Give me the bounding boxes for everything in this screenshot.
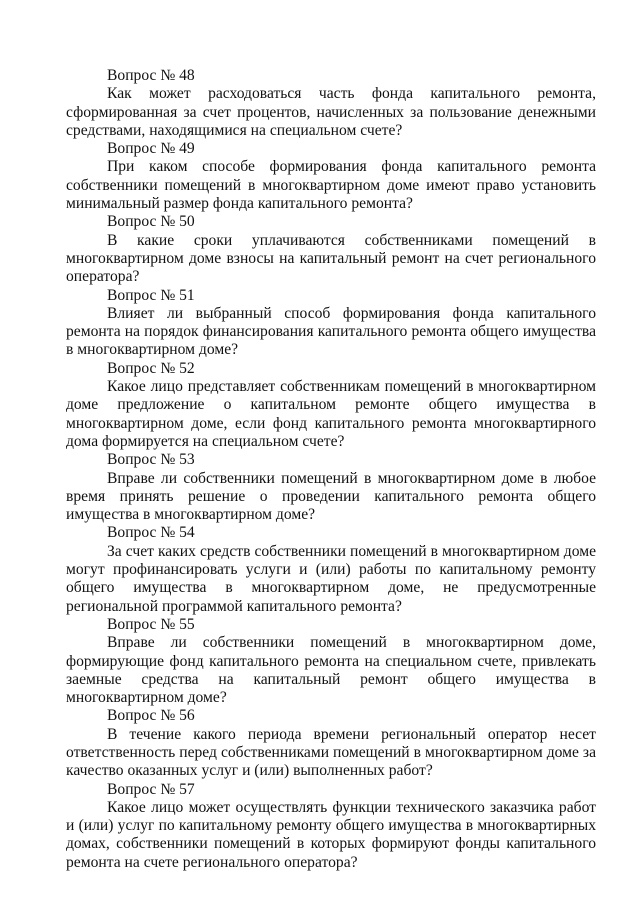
question-text: Как может расходоваться часть фонда капитального ремонта, сформированная за счет процентов, начисленных за пользование денежными средствами, находящимися на специальном счете? [66,85,596,139]
question-text: В течение какого периода времени региональный оператор несет ответственность перед собственниками помещений в многоквартирном доме за качество оказанных услуг и (или) выполненных работ? [66,725,596,780]
question-55 [66,616,596,707]
question-52 [66,360,596,451]
question-53 [66,451,596,524]
question-48 [66,67,596,140]
question-text: При каком способе формирования фонда капитального ремонта собственники помещений в многоквартирном доме имеют право установить минимальный размер фонда капитального ремонта? [66,158,596,213]
question-heading: Вопрос № 51 [107,286,195,304]
question-57 [66,781,596,872]
question-heading: Вопрос № 56 [107,707,195,725]
question-49 [66,140,596,213]
question-text: Какое лицо может осуществлять функции технического заказчика работ и (или) услуг по капитальному ремонту общего имущества в многоквартирных домах, собственники помещений в которых формируют фонды капитального ремонта на счете регионального оператора? [66,798,596,871]
question-heading: Вопрос № 54 [107,524,195,542]
document-page [66,67,596,872]
question-text: В какие сроки уплачиваются собственниками помещений в многоквартирном доме взносы на капитальный ремонт на счет регионального оператора? [66,231,596,286]
question-heading: Вопрос № 57 [107,780,195,798]
question-heading: Вопрос № 53 [107,451,195,469]
question-50 [66,213,596,286]
question-text: Влияет ли выбранный способ формирования фонда капитального ремонта на порядок финансирования капитального ремонта общего имущества в многоквартирном доме? [66,304,596,359]
question-heading: Вопрос № 52 [107,359,195,377]
question-text: За счет каких средств собственники помещений в многоквартирном доме могут профинансировать услуги и (или) работы по капитальному ремонту общего имущества в многоквартирном доме, не предусмотренные региональной программой капитального ремонта? [66,542,596,615]
question-text: Какое лицо представляет собственникам помещений в многоквартирном доме предложение о капитальном ремонте общего имущества в многоквартирном доме, если фонд капитального ремонта многоквартирного дома формируется на специальном счете? [66,378,596,450]
question-51 [66,287,596,360]
question-heading: Вопрос № 50 [107,213,195,231]
question-heading: Вопрос № 49 [107,140,195,158]
question-text: Вправе ли собственники помещений в многоквартирном доме в любое время принять решение о проведении капитального ремонта общего имущества в многоквартирном доме? [66,469,596,524]
question-54 [66,524,596,615]
question-heading: Вопрос № 55 [107,615,195,633]
question-text: Вправе ли собственники помещений в многоквартирном доме, формирующие фонд капитального ремонта на специальном счете, привлекать заемные средства на капитальный ремонт общего имущества в многоквартирном доме? [66,634,596,707]
question-heading: Вопрос № 48 [107,67,195,84]
question-56 [66,707,596,780]
